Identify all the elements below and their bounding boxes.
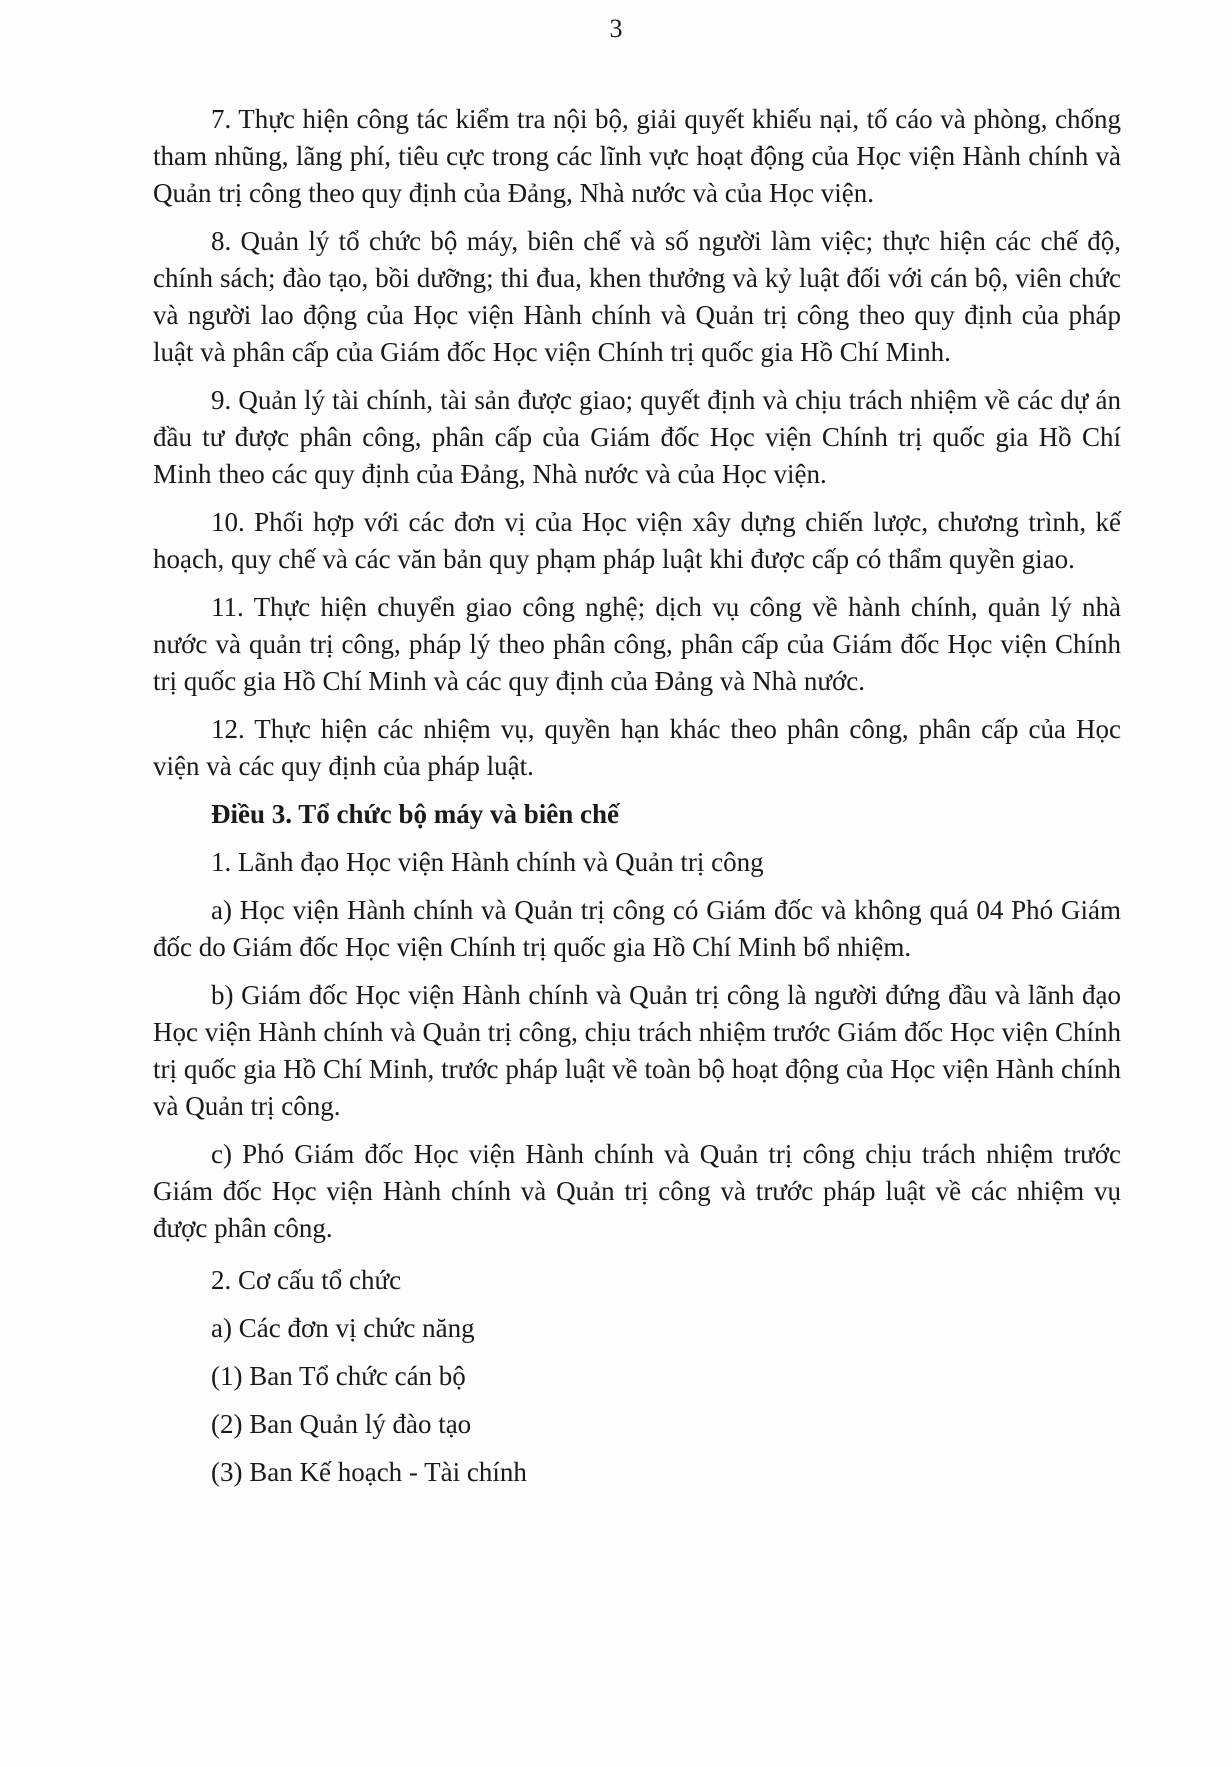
paragraph-10: 10. Phối hợp với các đơn vị của Học viện xây dựng chiến lược, chương trình, kế hoạch, quy chế và các văn bản quy phạm pháp luật khi được cấp có thẩm quyền giao. xyxy=(153,507,1121,574)
paragraph-7: 7. Thực hiện công tác kiểm tra nội bộ, giải quyết khiếu nại, tố cáo và phòng, chống tham nhũng, lãng phí, tiêu cực trong các lĩnh vực hoạt động của Học viện Hành chính và Quản trị công theo quy định của Đảng, Nhà nước và của Học viện. xyxy=(153,104,1121,208)
unit-item: (3) Ban Kế hoạch - Tài chính xyxy=(211,1457,527,1487)
unit-item: (1) Ban Tổ chức cán bộ xyxy=(211,1361,466,1391)
paragraph-12: 12. Thực hiện các nhiệm vụ, quyền hạn khác theo phân công, phân cấp của Học viện và các quy định của pháp luật. xyxy=(153,714,1121,781)
article-3-item-2: 2. Cơ cấu tổ chức xyxy=(211,1265,402,1295)
paragraph-9: 9. Quản lý tài chính, tài sản được giao; quyết định và chịu trách nhiệm về các dự án đầu tư được phân công, phân cấp của Giám đốc Học viện Chính trị quốc gia Hồ Chí Minh theo các quy định của Đảng, Nhà nước và của Học viện. xyxy=(153,385,1121,489)
paragraph-11: 11. Thực hiện chuyển giao công nghệ; dịch vụ công về hành chính, quản lý nhà nước và quản trị công, pháp lý theo phân công, phân cấp của Giám đốc Học viện Chính trị quốc gia Hồ Chí Minh và các quy định của Đảng và Nhà nước. xyxy=(153,592,1121,696)
document-body xyxy=(153,101,1121,1502)
paragraph-8: 8. Quản lý tổ chức bộ máy, biên chế và số người làm việc; thực hiện các chế độ, chính sách; đào tạo, bồi dưỡng; thi đua, khen thưởng và kỷ luật đối với cán bộ, viên chức và người lao động của Học viện Hành chính và Quản trị công theo quy định của pháp luật và phân cấp của Giám đốc Học viện Chính trị quốc gia Hồ Chí Minh. xyxy=(153,226,1121,367)
page-number: 3 xyxy=(609,14,623,43)
article-3-item-1a: a) Học viện Hành chính và Quản trị công có Giám đốc và không quá 04 Phó Giám đốc do Giám đốc Học viện Chính trị quốc gia Hồ Chí Minh bổ nhiệm. xyxy=(153,895,1121,962)
unit-item: (2) Ban Quản lý đào tạo xyxy=(211,1409,472,1439)
article-3-item-2a: a) Các đơn vị chức năng xyxy=(211,1313,475,1343)
article-3-item-1c: c) Phó Giám đốc Học viện Hành chính và Quản trị công chịu trách nhiệm trước Giám đốc Học viện Hành chính và Quản trị công và trước pháp luật về các nhiệm vụ được phân công. xyxy=(153,1139,1121,1243)
article-3-item-1: 1. Lãnh đạo Học viện Hành chính và Quản trị công xyxy=(211,847,764,877)
article-3-heading: Điều 3. Tổ chức bộ máy và biên chế xyxy=(211,799,619,829)
article-3-item-1b: b) Giám đốc Học viện Hành chính và Quản trị công là người đứng đầu và lãnh đạo Học viện Hành chính và Quản trị công, chịu trách nhiệm trước Giám đốc Học viện Chính trị quốc gia Hồ Chí Minh, trước pháp luật về toàn bộ hoạt động của Học viện Hành chính và Quản trị công. xyxy=(153,980,1121,1121)
